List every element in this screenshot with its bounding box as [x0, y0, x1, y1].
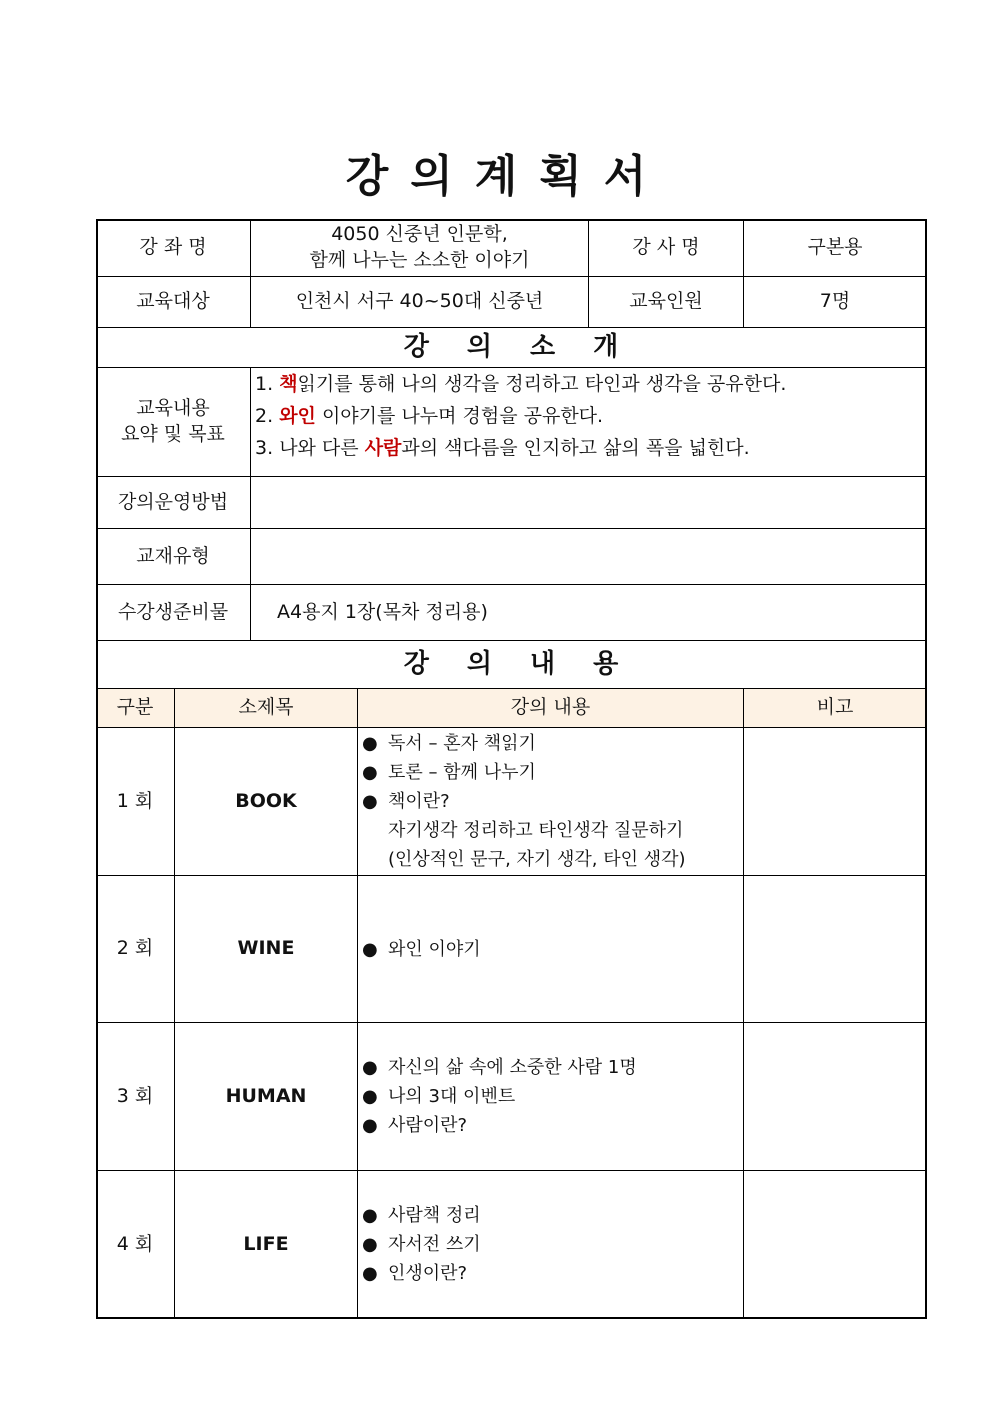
- col-header-topic-text: 소제목: [238, 696, 294, 719]
- goal-number: 1.: [255, 373, 274, 395]
- target-value-text: 인천시 서구 40~50대 신중년: [295, 290, 544, 313]
- goals-label-line1: 교육내용: [136, 397, 210, 420]
- remark-cell: [744, 1171, 927, 1319]
- content-list: [358, 1053, 637, 1140]
- goal-text-pre: 나와 다른: [279, 437, 365, 459]
- col-header-remark-text: 비고: [816, 696, 854, 719]
- topic-title: WINE: [237, 937, 295, 960]
- goal-text: 이야기를 나누며 경험을 공유한다.: [315, 405, 604, 427]
- col-header-session-text: 구분: [116, 696, 154, 719]
- content-list: [358, 1201, 481, 1288]
- count-value: [744, 277, 927, 328]
- list-item: ● 사람책 정리: [362, 1201, 481, 1230]
- goal-highlight: 책: [279, 373, 298, 395]
- instructor-label: [589, 219, 744, 277]
- session-number: 4 회: [116, 1232, 154, 1255]
- session-cell: [96, 1171, 175, 1319]
- course-name: [251, 219, 589, 277]
- count-label: [589, 277, 744, 328]
- goals-label: [96, 368, 251, 477]
- instructor-name: [744, 219, 927, 277]
- content-list: [358, 729, 686, 874]
- remark-cell: [744, 876, 927, 1023]
- count-value-text: 7명: [819, 290, 851, 313]
- count-label-text: 교육인원: [629, 290, 703, 313]
- list-note: (인상적인 문구, 자기 생각, 타인 생각): [388, 849, 686, 870]
- topic-cell: [175, 1171, 358, 1319]
- list-note: 자기생각 정리하고 타인생각 질문하기: [388, 820, 684, 841]
- list-item: ● 와인 이야기: [362, 935, 481, 964]
- method-label-text: 강의운영방법: [117, 490, 229, 513]
- list-item: ● 나의 3대 이벤트: [362, 1082, 637, 1111]
- session-cell: [96, 1023, 175, 1171]
- col-header-remark: [744, 689, 927, 728]
- method-value: [251, 477, 927, 529]
- goal-text: 과의 색다름을 인지하고 삶의 폭을 넓힌다.: [401, 437, 750, 459]
- prep-value-text: A4용지 1장(목차 정리용): [277, 600, 488, 623]
- content-cell: [358, 728, 744, 876]
- list-item: ● 자신의 삶 속에 소중한 사람 1명: [362, 1053, 637, 1082]
- topic-cell: [175, 1023, 358, 1171]
- content-cell: [358, 1023, 744, 1171]
- list-item: ● 인생이란?: [362, 1259, 481, 1288]
- remark-cell: [744, 1023, 927, 1171]
- topic-title: HUMAN: [225, 1084, 307, 1107]
- prep-label-text: 수강생준비물: [117, 600, 229, 623]
- list-item: ● 책이란?: [362, 787, 686, 816]
- col-header-content: [358, 689, 744, 728]
- course-name-line2: 함께 나누는 소소한 이야기: [309, 248, 530, 271]
- list-item: ● 사람이란?: [362, 1111, 637, 1140]
- course-label-text: 강 좌 명: [139, 235, 207, 258]
- goal-item: [255, 400, 603, 432]
- prep-value: [251, 585, 927, 641]
- goal-number: 3.: [255, 437, 274, 459]
- session-cell: [96, 876, 175, 1023]
- content-cell: [358, 1171, 744, 1319]
- topic-title: LIFE: [243, 1232, 289, 1255]
- target-label-text: 교육대상: [136, 290, 210, 313]
- goals-list: [251, 368, 927, 477]
- goal-text: 읽기를 통해 나의 생각을 정리하고 타인과 생각을 공유한다.: [297, 373, 787, 395]
- content-list: [358, 935, 481, 964]
- course-name-line1: 4050 신중년 인문학,: [331, 222, 508, 245]
- intro-heading: [96, 328, 927, 368]
- material-label: [96, 529, 251, 585]
- content-heading-text: 강의내용: [403, 648, 657, 679]
- page-title: 강의계획서: [345, 151, 669, 202]
- goal-item: [255, 432, 750, 464]
- topic-cell: [175, 728, 358, 876]
- instructor-name-text: 구본용: [807, 235, 863, 258]
- instructor-label-text: 강 사 명: [632, 235, 700, 258]
- list-item: ● 자서전 쓰기: [362, 1230, 481, 1259]
- material-value: [251, 529, 927, 585]
- topic-title: BOOK: [235, 789, 297, 812]
- goal-number: 2.: [255, 405, 274, 427]
- session-cell: [96, 728, 175, 876]
- goal-highlight: 와인: [279, 405, 316, 427]
- course-label: [96, 219, 251, 277]
- list-item: ● 독서 – 혼자 책읽기: [362, 729, 686, 758]
- topic-cell: [175, 876, 358, 1023]
- session-number: 2 회: [116, 937, 154, 960]
- target-value: [251, 277, 589, 328]
- target-label: [96, 277, 251, 328]
- session-number: 1 회: [116, 789, 154, 812]
- material-label-text: 교재유형: [136, 544, 210, 567]
- intro-heading-text: 강의소개: [403, 331, 657, 362]
- remark-cell: [744, 728, 927, 876]
- content-heading: [96, 641, 927, 689]
- goals-label-line2: 요약 및 목표: [121, 423, 225, 445]
- method-label: [96, 477, 251, 529]
- col-header-content-text: 강의 내용: [510, 696, 591, 719]
- col-header-topic: [175, 689, 358, 728]
- goal-highlight: 사람: [364, 437, 402, 459]
- content-cell: [358, 876, 744, 1023]
- prep-label: [96, 585, 251, 641]
- col-header-session: [96, 689, 175, 728]
- list-item: ● 토론 – 함께 나누기: [362, 758, 686, 787]
- goal-item: [255, 368, 786, 400]
- session-number: 3 회: [116, 1084, 154, 1107]
